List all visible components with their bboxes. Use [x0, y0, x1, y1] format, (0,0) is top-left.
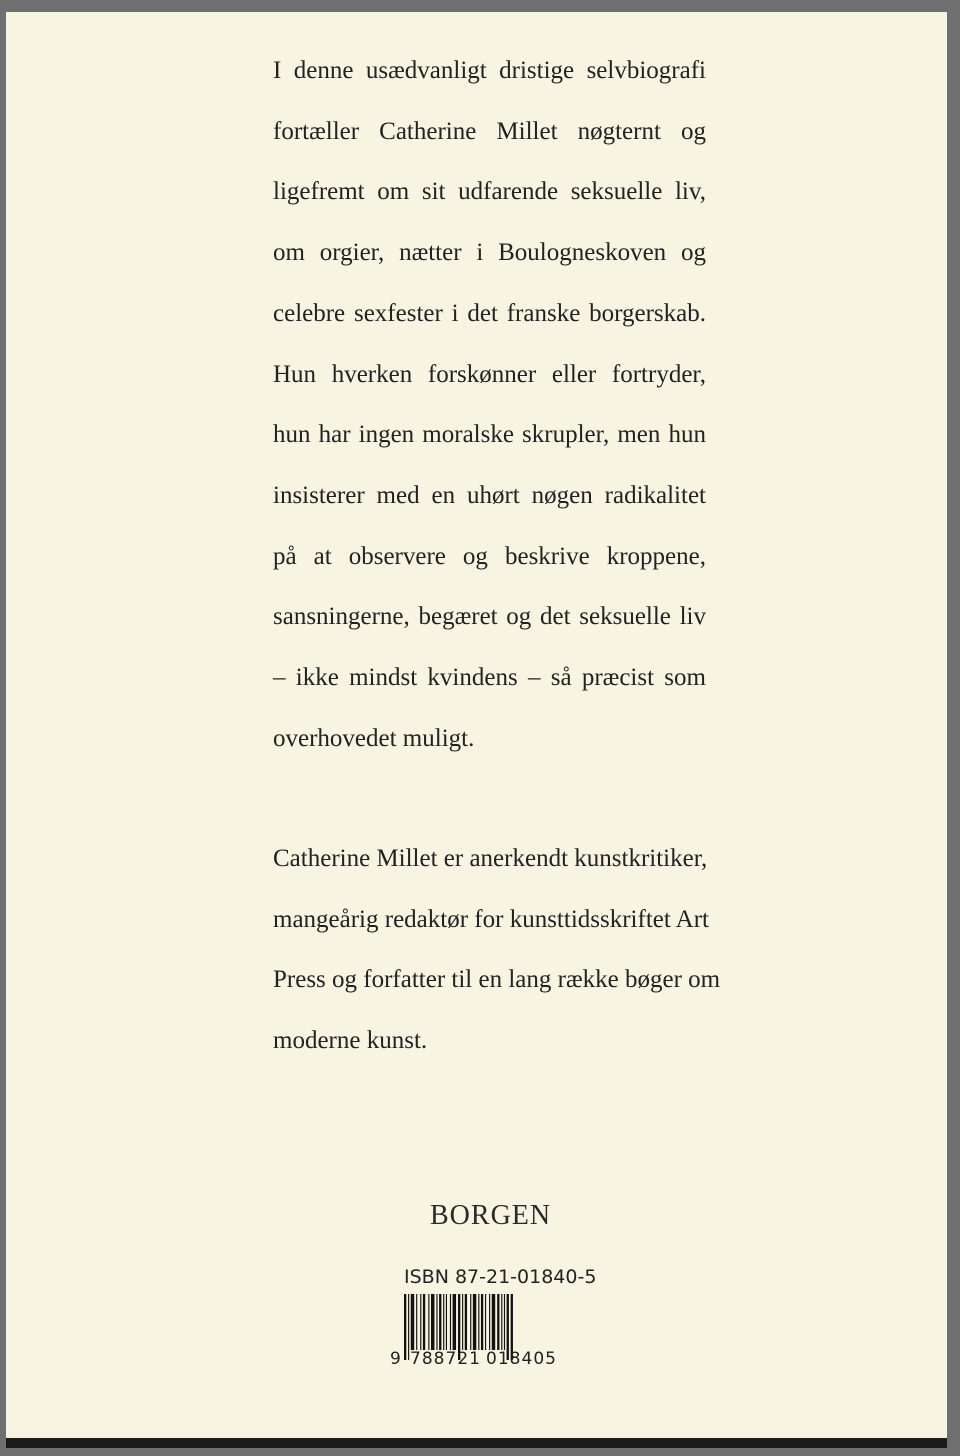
barcode-bar [501, 1294, 502, 1350]
barcode-group-1: 788721 [410, 1349, 480, 1366]
barcode-bar [485, 1294, 486, 1350]
barcode-bar [411, 1294, 414, 1350]
text-line: mangeårig redaktør for kunsttidsskriftet Art [273, 905, 709, 933]
isbn-text: ISBN 87-21-01840-5 [404, 1266, 597, 1288]
barcode-bar [420, 1294, 421, 1350]
barcode-bar [489, 1294, 490, 1350]
text-line: fortæller Catherine Millet nøgternt og [273, 117, 706, 145]
barcode-bar [439, 1294, 441, 1350]
barcode-bar [416, 1294, 417, 1350]
book-back-cover [6, 12, 947, 1438]
text-line: på at observere og beskrive kroppene, [273, 542, 706, 570]
publisher-name: BORGEN [430, 1200, 552, 1231]
barcode-bar [462, 1294, 463, 1350]
barcode-bar [428, 1294, 429, 1350]
barcode-bar [436, 1294, 437, 1350]
text-line: – ikke mindst kvindens – så præcist som [273, 664, 706, 691]
text-line: celebre sexfester i det franske borgerskab. [273, 299, 706, 327]
barcode-bar [453, 1294, 456, 1350]
barcode-bar [481, 1294, 483, 1350]
barcode-first-digit: 9 [390, 1349, 401, 1366]
text-line: hun har ingen moralske skrupler, men hun [273, 421, 706, 449]
barcode-bar [423, 1294, 425, 1350]
barcode-bar [443, 1294, 444, 1350]
barcode-bar [465, 1294, 467, 1350]
text-line: Press og forfatter til en lang række bøger om [273, 966, 721, 994]
barcode [390, 1294, 570, 1366]
barcode-bar [431, 1294, 434, 1350]
barcode-bar [404, 1294, 406, 1360]
barcode-bar [450, 1294, 451, 1350]
text-line: ligefremt om sit udfarende seksuelle liv, [273, 178, 706, 206]
barcode-group-2: 018405 [486, 1349, 556, 1366]
barcode-bar [470, 1294, 471, 1350]
text-line: om orgier, nætter i Boulogneskoven og [273, 239, 706, 267]
barcode-bar [497, 1294, 499, 1350]
text-line: overhovedet muligt. [273, 724, 475, 752]
text-line: Hun hverken forskønner eller fortryder, [273, 360, 706, 388]
text-line: I denne usædvanligt dristige selvbiografi [273, 57, 706, 84]
barcode-bar [504, 1294, 505, 1350]
barcode-bar [446, 1294, 447, 1350]
text-line: Catherine Millet er anerkendt kunstkritiker, [273, 845, 708, 872]
barcode-bar [492, 1294, 495, 1350]
text-line: sansningerne, begæret og det seksuelle liv [273, 603, 706, 631]
barcode-bar [473, 1294, 476, 1350]
text-line: insisterer med en uhørt nøgen radikalitet [273, 481, 706, 509]
text-line: moderne kunst. [273, 1027, 428, 1055]
barcode-bar [478, 1294, 479, 1350]
